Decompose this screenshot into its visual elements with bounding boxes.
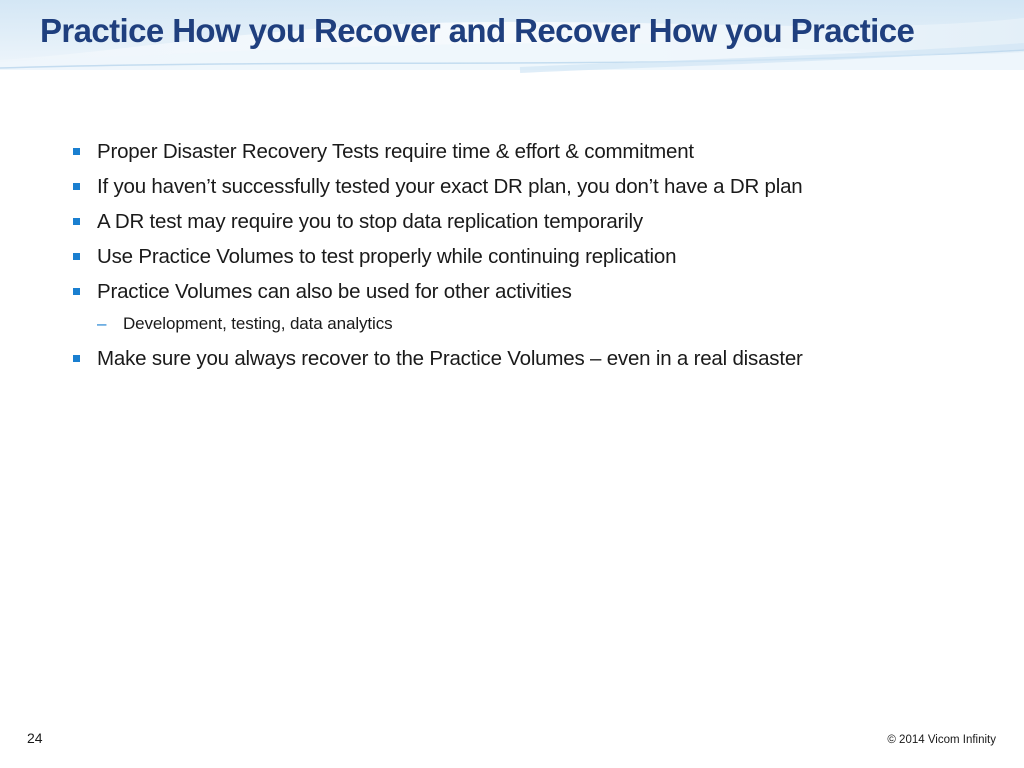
dash-bullet-icon: – [97,314,107,333]
square-bullet-icon [73,148,80,155]
list-item-text: A DR test may require you to stop data replication temporarily [97,210,643,233]
list-item-text: If you haven’t successfully tested your exact DR plan, you don’t have a DR plan [97,175,803,198]
list-item [72,172,972,207]
copyright-notice: © 2014 Vicom Infinity [887,734,996,746]
square-bullet-icon [73,355,80,362]
sub-list-item [72,312,972,344]
square-bullet-icon [73,253,80,260]
list-item [72,242,972,277]
page-number: 24 [27,730,43,746]
list-item-text: Practice Volumes can also be used for other activities [97,280,572,303]
square-bullet-icon [73,288,80,295]
square-bullet-icon [73,218,80,225]
list-item [72,207,972,242]
bullet-list [72,137,972,379]
list-item [72,344,972,379]
list-item-text: Make sure you always recover to the Practice Volumes – even in a real disaster [97,347,803,370]
list-item-text: Proper Disaster Recovery Tests require time & effort & commitment [97,140,694,163]
list-item-text: Use Practice Volumes to test properly while continuing replication [97,245,677,268]
sub-list-item-text: Development, testing, data analytics [123,314,393,333]
slide-title: Practice How you Recover and Recover How you Practice [40,12,915,49]
list-item [72,277,972,312]
square-bullet-icon [73,183,80,190]
list-item [72,137,972,172]
